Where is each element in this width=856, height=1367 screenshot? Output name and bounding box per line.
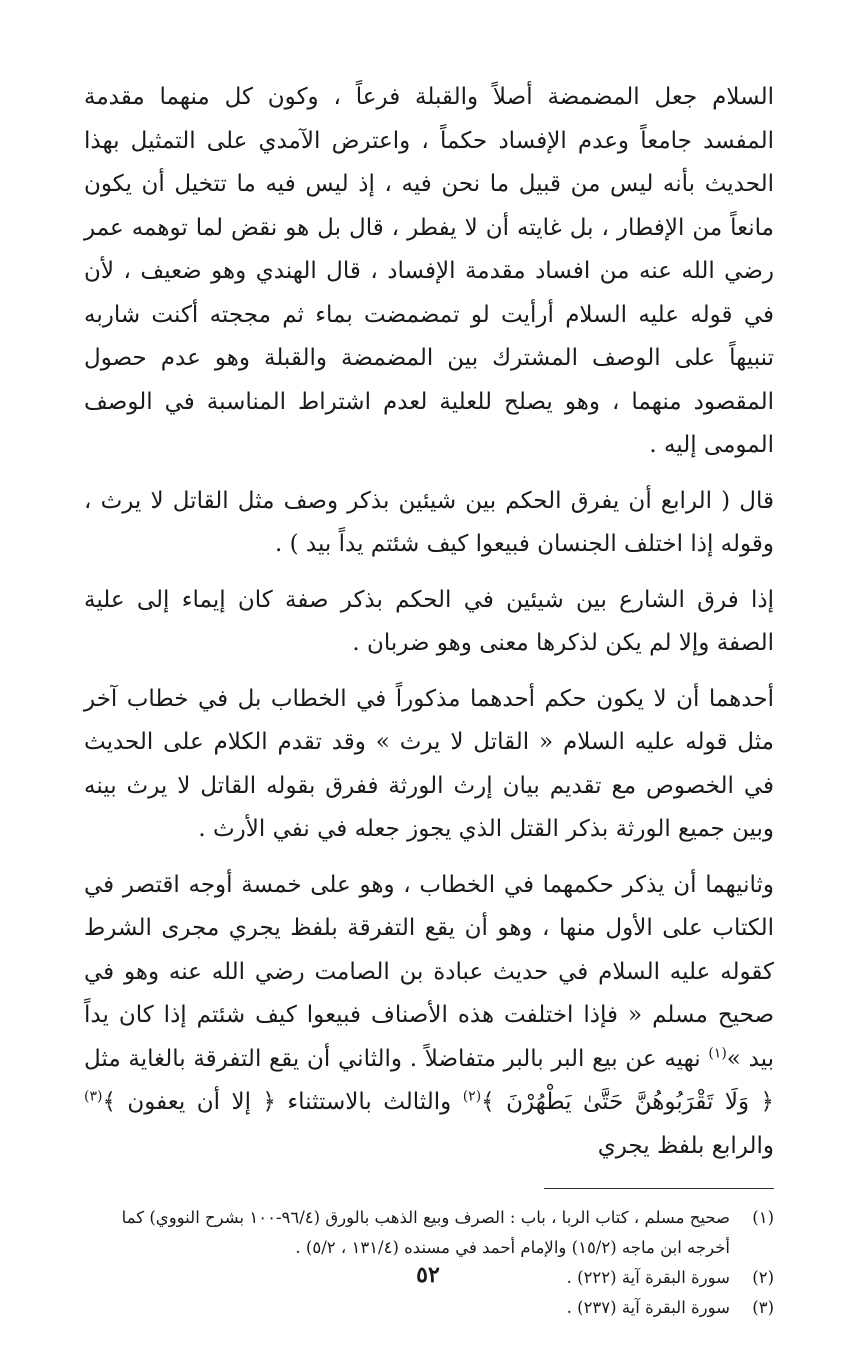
paragraph-2: قال ( الرابع أن يفرق الحكم بين شيئين بذكر وصف مثل القاتل لا يرث ، وقوله إذا اختلف الجنسان فبيعوا كيف شئتم يداً بيد ) .: [84, 487, 774, 557]
paragraph-1: السلام جعل المضمضة أصلاً والقبلة فرعاً ، وكون كل منهما مقدمة المفسد جامعاً وعدم الإفساد حكماً ، واعترض الآمدي على التمثيل بهذا الحديث بأنه ليس من قبيل ما نحن فيه ، إذ ليس فيه ما تتخيل أن يكون مانعاً من الإفطار ، بل غايته أن لا يفطر ، قال بل هو نقض لما توهمه عمر رضي الله عنه من افساد مقدمة الإفساد ، قال الهندي وهو ضعيف ، لأن في قوله عليه السلام أرأيت لو تمضمضت بماء ثم مججته أكنت شاربه تنبيهاً على الوصف المشترك بين المضمضة والقبلة وهو عدم حصول المقصود منهما ، وهو يصلح للعلية لعدم اشتراط المناسبة في الوصف المومى إليه .: [84, 84, 774, 458]
page-number: ٥٢: [416, 1262, 440, 1288]
footnote-text: سورة البقرة آية (٢٣٧) .: [566, 1298, 730, 1317]
paragraph-3: إذا فرق الشارع بين شيئين في الحكم بذكر صفة كان إيماء إلى علية الصفة وإلا لم يكن لذكرها معنى وهو ضربان .: [84, 586, 774, 656]
footnote-3: [84, 1293, 774, 1323]
footnote-1: [84, 1203, 774, 1263]
paragraph-4: أحدهما أن لا يكون حكم أحدهما مذكوراً في الخطاب بل في خطاب آخر مثل قوله عليه السلام « القاتل لا يرث » وقد تقدم الكلام على الحديث في الخصوص مع تقديم بيان إرث الورثة ففرق بقوله القاتل لا يرث بينه وبين جميع الورثة بذكر القتل الذي يجوز جعله في نفي الأرث .: [84, 685, 774, 842]
paragraph-5-part-2: نهيه عن بيع البر بالبر متفاضلاً . والثاني أن يقع التفرقة بالغاية مثل ﴿ وَلَا تَقْرَبُوهُنَّ حَتَّىٰ يَطْهُرْنَ ﴾: [84, 1045, 774, 1115]
footnote-ref-2: (٢): [462, 1088, 482, 1105]
footnote-text: صحيح مسلم ، كتاب الربا ، باب : الصرف وبيع الذهب بالورق (٩٦/٤-١٠٠ بشرح النووي) كما أخرجه ابن ماجه (١٥/٢) والإمام أحمد في مسنده (١٣١/٤ ، ٥/٢) .: [121, 1208, 730, 1257]
paragraph-5-part-4: والرابع بلفظ يجري: [597, 1132, 774, 1159]
footnote-divider: [544, 1188, 774, 1189]
footnote-number: (٢): [752, 1268, 774, 1287]
paragraph-5-part-3: والثالث بالاستثناء ﴿ إلا أن يعفون ﴾: [102, 1089, 463, 1115]
paragraph-5-part-1: وثانيهما أن يذكر حكمهما في الخطاب ، وهو على خمسة أوجه اقتصر في الكتاب على الأول منها ، وهو أن يقع التفرقة بلفظ يجري مجرى الشرط كقوله عليه السلام في حديث عبادة بن الصامت رضي الله عنه وهو في صحيح مسلم « فإذا اختلفت هذه الأصناف فبيعوا كيف شئتم إذا كان يداً بيد »: [84, 871, 774, 1072]
footnote-ref-1: (١): [708, 1044, 727, 1061]
footnote-ref-3: (٣): [84, 1088, 103, 1105]
footnote-text: سورة البقرة آية (٢٢٢) .: [566, 1268, 730, 1287]
footnote-number: (١): [752, 1208, 774, 1227]
footnote-number: (٣): [752, 1298, 774, 1317]
paragraph-5: [84, 864, 774, 1169]
main-text: [84, 76, 774, 1168]
